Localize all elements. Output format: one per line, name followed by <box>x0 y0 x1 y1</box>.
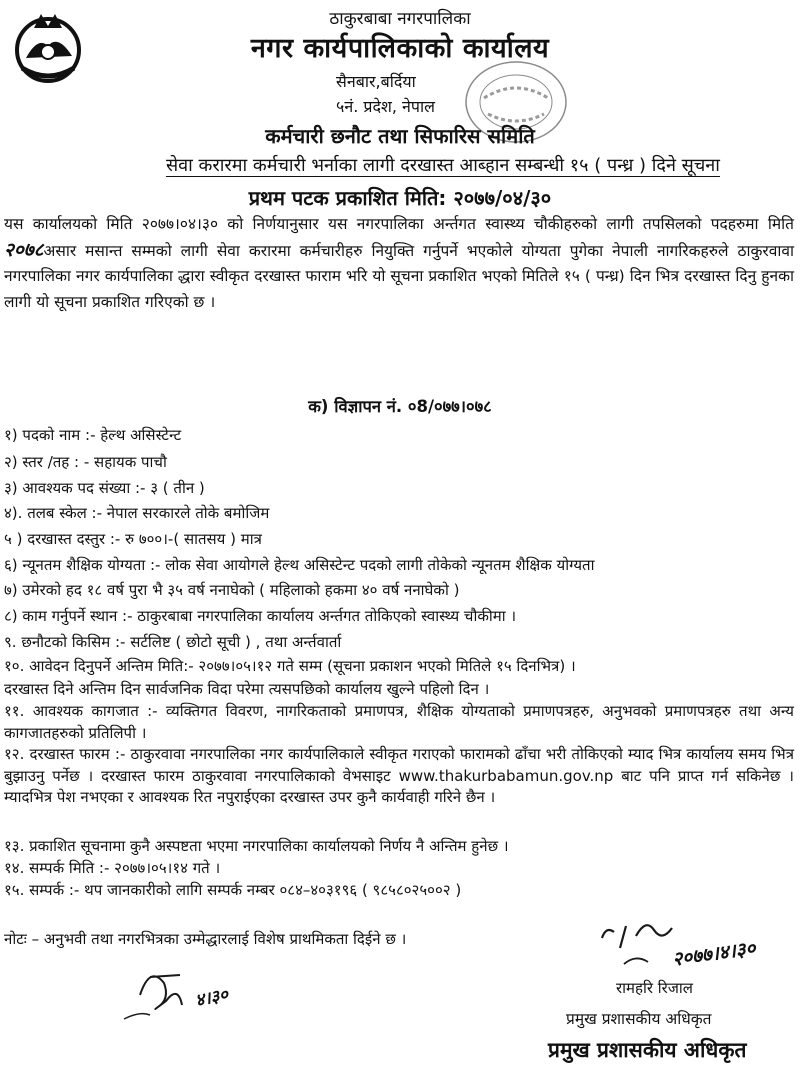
advert-number: क) विज्ञापन नं. ०8/०७७।०७८ <box>308 397 492 416</box>
item-selection-type: ९. छनौटको किसिम :- सर्टलिष्ट ( छोटो सूची ) , तथा अर्न्तवार्ता <box>4 633 342 651</box>
item-contact-number: १५. सम्पर्क :- थप जानकारीको लागि सम्पर्क नम्बर ०८४–४०३१९६ ( ९८५८०२५००२ ) <box>4 881 462 899</box>
item-application-form: १२. दरखास्त फारम :- ठाकुरवावा नगरपालिका नगर कार्यपालिकाले स्वीकृत गराएको फारामको ढाँचा भरी तोकिएको म्याद भित्र कार्यालय समय भित्र बुझाउनु पर्नेछ । दरखास्त फारम ठाकुरवावा नगरपालिकाको वेभसाइट www.thakurbabamun.gov.np बाट पनि प्राप्त गर्न सकिनेछ । म्यादभित्र पेश नभएका र आवश्यक रित नपुराईएका दरखास्त उपर कुनै कार्यवाही गरिने छैन । <box>4 745 794 806</box>
item-deadline: १०. आवेदन दिनुपर्ने अन्तिम मिति:- २०७७।०५।१२ गते सम्म (सूचना प्रकाशन भएको मितिले १५ दिनभित्र) । <box>4 657 576 675</box>
item-contact-date: १४. सम्पर्क मिति :- २०७७।०५।१४ गते । <box>4 859 221 877</box>
initial-handwritten-date: ४।३० <box>193 984 230 1012</box>
intro-paragraph <box>4 212 794 315</box>
address-line-2: ५नं. प्रदेश, नेपाल <box>336 97 435 116</box>
intro-part-1: यस कार्यालयको मिति २०७७।०४।३० को निर्णयानुसार यस नगरपालिका अर्न्तगत स्वास्थ्य चौकीहरुको लागी तपसिलको पदहरुमा मिति <box>4 215 794 233</box>
item-level: २) स्तर /तह : - सहायक पाचौ <box>4 453 167 471</box>
notice-title <box>166 153 720 177</box>
handwritten-year: २०७८ <box>4 238 44 261</box>
item-min-qualification: ६) न्यूनतम शैक्षिक योग्यता :- लोक सेवा आयोगले हेल्थ असिस्टेन्ट पदको लागी तोकेको न्यूनतम शैक्षिक योग्यता <box>4 556 595 574</box>
office-title: नगर कार्यपालिकाको कार्यालय <box>250 33 550 64</box>
item-post-name: १) पदको नाम :- हेल्थ असिस्टेन्ट <box>4 426 182 444</box>
municipality-name: ठाकुरबाबा नगरपालिका <box>329 9 471 29</box>
publish-date: प्रथम पटक प्रकाशित मिति: २०७७/०४/३० <box>248 186 552 210</box>
signature-handwritten-date: २०७७।४।३० <box>671 937 757 971</box>
signatory-stamp-title: प्रमुख प्रशासकीय अधिकृत <box>548 1038 747 1062</box>
note-text: नोटः – अनुभवी तथा नगरभित्रका उम्मेद्धारलाई विशेष प्राथमिकता दिईने छ । <box>4 930 407 948</box>
notice-title-text: सेवा करारमा कर्मचारी भर्नाका लागी दरखास्त आब्हान सम्बन्धी १५ ( पन्ध्र ) दिने सूचना <box>166 155 720 176</box>
item-salary-scale: ४). तलब स्केल :- नेपाल सरकारले तोके बमोजिम <box>4 504 270 522</box>
item-work-location: ८) काम गर्नुपर्ने स्थान :- ठाकुरबाबा नगरपालिका कार्यालय अर्न्तगत तोकिएको स्वास्थ्य चौकीमा । <box>4 607 517 625</box>
item-deadline-holiday: दरखास्त दिने अन्तिम दिन सार्वजनिक विदा परेमा त्यसपछिको कार्यालय खुल्ने पहिलो दिन । <box>4 680 490 698</box>
signatory-title: प्रमुख प्रशासकीय अधिकृत <box>566 1010 712 1028</box>
item-vacancy-count: ३) आवश्यक पद संख्या :- ३ ( तीन ) <box>4 479 205 497</box>
item-application-fee: ५ ) दरखास्त दस्तुर :- रु ७००।-( सातसय ) मात्र <box>4 530 262 548</box>
item-age-limit: ७) उमेरको हद १८ वर्ष पुरा भै ३५ वर्ष ननाघेको ( महिलाको हकमा ४० वर्ष ननाघेको ) <box>4 581 460 599</box>
initial-signature-icon <box>120 955 260 1025</box>
item-required-documents: ११. आवश्यक कागजात :- व्यक्तिगत विवरण, नागरिकताको प्रमाणपत्र, शैक्षिक योग्यताको प्रमाणपत्रहरु, अनुभवको प्रमाणपत्रहरु तथा अन्य कागजातहरुको प्रतिलिपी । <box>4 702 794 742</box>
committee-title: कर्मचारी छनौट तथा सिफारिस समिति <box>265 124 535 148</box>
address-line-1: सैनबार,बर्दिया <box>336 72 416 91</box>
item-ambiguity-clause: १३. प्रकाशित सूचनामा कुनै अस्पष्टता भएमा नगरपालिका कार्यालयको निर्णय नै अन्तिम हुनेछ । <box>4 837 509 855</box>
intro-part-2: असार मसान्त सम्मको लागी सेवा करारमा कर्मचारीहरु नियुक्ति गर्नुपर्ने भएकोले योग्यता पुगेका नेपाली नागरिकहरुले ठाकुरवावा नगरपालिका नगर कार्यपालिका द्धारा स्वीकृत दरखास्त फाराम भरि यो सूचना प्रकाशित भएको मितिले १५ ( पन्ध्र) दिन भित्र दरखास्त दिनु हुनका लागी यो सूचना प्रकाशित गरिएको छ । <box>4 241 794 311</box>
signatory-name: रामहरि रिजाल <box>616 979 693 997</box>
